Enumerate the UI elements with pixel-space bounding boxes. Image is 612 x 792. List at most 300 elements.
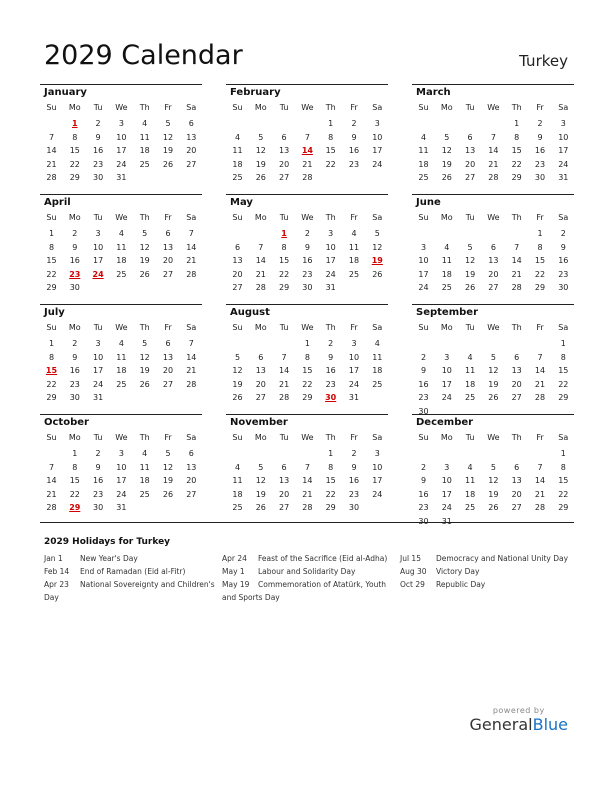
calendar-day: 11 [348, 242, 360, 252]
calendar-day: 19 [441, 159, 452, 169]
calendar-day: 18 [418, 159, 429, 169]
holiday-date-label: Apr 23 [44, 580, 69, 589]
weekday-header: Sa [372, 103, 383, 112]
calendar-day: 6 [514, 352, 520, 362]
calendar-day: 10 [372, 132, 383, 142]
weekday-header: Su [418, 323, 429, 332]
calendar-day: 26 [255, 503, 266, 512]
holidays-divider [40, 522, 574, 523]
calendar-day: 21 [534, 489, 546, 499]
month-name: June [416, 197, 441, 208]
calendar-day: 28 [302, 503, 313, 512]
calendar-day: 17 [418, 269, 429, 279]
holiday-date: 1 [281, 229, 287, 238]
calendar-day: 26 [465, 283, 476, 292]
weekday-header: Tu [93, 213, 103, 222]
calendar-day: 25 [465, 503, 476, 512]
calendar-day: 8 [72, 132, 78, 142]
calendar-day: 7 [258, 242, 264, 252]
weekday-header: Mo [254, 323, 267, 332]
calendar-day: 9 [304, 242, 310, 252]
calendar-day: 14 [534, 366, 546, 375]
weekday-header: Th [325, 433, 336, 442]
calendar-day: 16 [534, 146, 546, 155]
calendar-day: 26 [162, 489, 174, 499]
calendar-day: 29 [69, 173, 80, 182]
holiday-item [400, 578, 575, 591]
holiday-date-label: Oct 29 [400, 580, 425, 589]
holiday-name: New Year's Day [80, 554, 138, 563]
holiday-name: Victory Day [436, 567, 480, 576]
weekday-header: Mo [68, 323, 81, 332]
holiday-date-label: May 19 [222, 580, 250, 589]
calendar-day: 31 [116, 503, 127, 512]
holiday-item [44, 565, 219, 578]
calendar-day: 19 [139, 366, 150, 375]
calendar-day: 13 [255, 366, 266, 375]
weekday-header: Sa [186, 103, 197, 112]
calendar-day: 28 [534, 503, 546, 512]
calendar-day: 12 [372, 242, 383, 252]
calendar-day: 2 [72, 229, 78, 238]
calendar-day: 24 [116, 159, 127, 169]
calendar-day: 20 [255, 379, 266, 389]
calendar-day: 3 [374, 449, 380, 458]
weekday-header: Th [511, 323, 522, 332]
calendar-day: 29 [325, 503, 336, 512]
calendar-day: 5 [165, 119, 171, 128]
calendar-day: 19 [488, 379, 499, 389]
holiday-date: 29 [69, 503, 81, 512]
calendar-day: 21 [302, 159, 313, 169]
calendar-day: 20 [488, 269, 499, 279]
calendar-day: 26 [488, 393, 499, 402]
calendar-day: 10 [558, 132, 569, 142]
holiday-name: End of Ramadan (Eid al-Fitr) [80, 567, 186, 576]
weekday-header: Tu [465, 213, 475, 222]
calendar-day: 25 [116, 269, 127, 279]
calendar-day: 20 [186, 476, 197, 485]
calendar-day: 5 [374, 229, 380, 238]
calendar-day: 18 [232, 159, 243, 169]
calendar-day: 16 [302, 256, 313, 265]
month-name: October [44, 417, 89, 428]
calendar-day: 8 [48, 242, 55, 252]
calendar-day: 25 [139, 159, 150, 169]
calendar-day: 21 [511, 269, 522, 279]
calendar-day: 12 [441, 146, 452, 155]
calendar-day: 14 [46, 146, 57, 155]
calendar-day: 24 [558, 159, 569, 169]
calendar-day: 8 [537, 242, 543, 252]
calendar-day: 1 [304, 339, 310, 348]
calendar-day: 3 [118, 119, 124, 128]
calendar-day: 29 [534, 283, 546, 292]
calendar-day: 11 [139, 132, 150, 142]
calendar-day: 20 [186, 146, 197, 155]
weekday-header: Sa [372, 213, 383, 222]
calendar-day: 31 [441, 516, 452, 526]
calendar-day: 6 [281, 462, 287, 472]
calendar-day: 10 [93, 242, 104, 252]
holiday-name: Commemoration of Atatürk, Youth and Sports Day [222, 580, 387, 602]
calendar-day: 3 [444, 352, 450, 362]
calendar-day: 2 [95, 119, 101, 128]
calendar-day: 15 [69, 146, 80, 155]
calendar-day: 4 [118, 229, 124, 238]
calendar-day: 24 [372, 489, 383, 499]
holiday-name: National Sovereignty and Children's Day [44, 580, 215, 602]
weekday-header: Fr [536, 323, 544, 332]
calendar-day: 2 [537, 119, 543, 128]
calendar-day: 27 [162, 269, 174, 279]
calendar-day: 10 [93, 352, 104, 362]
calendar-day: 31 [325, 283, 336, 292]
calendar-day: 4 [234, 132, 241, 142]
weekday-header: Fr [536, 213, 544, 222]
month-name: January [44, 87, 87, 98]
calendar-day: 20 [511, 489, 522, 499]
month-divider [40, 84, 202, 85]
calendar-day: 9 [72, 352, 78, 362]
calendar-day: 20 [232, 269, 243, 279]
calendar-day: 9 [560, 242, 566, 252]
calendar-day: 19 [255, 489, 266, 499]
calendar-day: 1 [328, 449, 334, 458]
weekday-header: We [115, 103, 128, 112]
calendar-day: 29 [511, 173, 522, 182]
calendar-day: 24 [418, 283, 429, 292]
calendar-day: 13 [279, 476, 290, 485]
weekday-header: Fr [536, 103, 544, 112]
calendar-day: 11 [116, 352, 127, 362]
calendar-day: 4 [351, 229, 357, 238]
calendar-day: 27 [232, 283, 243, 292]
calendar-day: 12 [139, 242, 150, 252]
calendar-day: 4 [374, 339, 380, 348]
weekday-header: Sa [186, 213, 197, 222]
calendar-day: 14 [511, 256, 522, 265]
holidays-column [222, 552, 397, 604]
holiday-name: Republic Day [436, 580, 486, 589]
calendar-day: 9 [351, 462, 357, 472]
weekday-header: Sa [558, 433, 569, 442]
calendar-day: 1 [537, 229, 543, 238]
calendar-day: 25 [441, 283, 452, 292]
holiday-item [222, 552, 397, 565]
calendar-day: 26 [372, 269, 383, 279]
calendar-day: 27 [488, 283, 499, 292]
calendar-day: 19 [465, 269, 476, 279]
month-name: April [44, 197, 71, 208]
calendar-day: 14 [186, 352, 197, 362]
calendar-day: 16 [348, 146, 360, 155]
weekday-header: Su [232, 323, 243, 332]
weekday-header: We [487, 433, 500, 442]
holiday-item [44, 578, 219, 604]
weekday-header: Mo [254, 213, 267, 222]
calendar-day: 28 [279, 393, 290, 402]
calendar-day: 12 [488, 366, 499, 375]
calendar-day: 21 [186, 366, 197, 375]
calendar-day: 7 [48, 462, 55, 472]
calendar-day: 23 [325, 379, 336, 389]
calendar-day: 23 [302, 269, 313, 279]
calendar-day: 22 [511, 159, 522, 169]
weekday-header: Th [511, 433, 522, 442]
weekday-header: Fr [164, 103, 172, 112]
calendar-day: 9 [420, 476, 427, 485]
calendar-day: 13 [511, 366, 522, 375]
calendar-day: 14 [488, 146, 499, 155]
weekday-header: Th [139, 103, 150, 112]
calendar-day: 18 [116, 366, 127, 375]
calendar-day: 3 [420, 242, 427, 252]
calendar-day: 7 [537, 462, 543, 472]
calendar-day: 25 [372, 379, 383, 389]
calendar-day: 2 [72, 339, 78, 348]
calendar-day: 27 [186, 159, 197, 169]
calendar-day: 27 [162, 379, 174, 389]
calendar-day: 1 [560, 339, 566, 348]
month-divider [412, 84, 574, 85]
weekday-header: Su [418, 433, 429, 442]
calendar-day: 29 [302, 393, 313, 402]
calendar-day: 15 [325, 476, 336, 485]
weekday-header: Tu [279, 323, 289, 332]
calendar-day: 3 [374, 119, 380, 128]
holiday-date-label: Jul 15 [400, 554, 421, 563]
calendar-day: 5 [490, 462, 496, 472]
holidays-title: 2029 Holidays for Turkey [44, 537, 171, 547]
calendar-day: 24 [325, 269, 336, 279]
weekday-header: Sa [372, 323, 383, 332]
calendar-day: 3 [351, 339, 357, 348]
calendar-day: 23 [69, 379, 80, 389]
calendar-day: 2 [560, 229, 566, 238]
calendar-day: 5 [444, 132, 450, 142]
weekday-header: We [115, 433, 128, 442]
weekday-header: Su [46, 103, 57, 112]
calendar-day: 28 [534, 393, 546, 402]
calendar-day: 3 [328, 229, 334, 238]
month-name: July [44, 307, 65, 318]
calendar-day: 13 [511, 476, 522, 485]
calendar-day: 2 [328, 339, 334, 348]
holiday-date-label: Jan 1 [44, 554, 63, 563]
calendar-day: 15 [511, 146, 522, 155]
calendar-day: 25 [465, 393, 476, 402]
calendar-day: 2 [95, 449, 101, 458]
calendar-day: 3 [95, 339, 101, 348]
calendar-day: 19 [232, 379, 243, 389]
weekday-header: Sa [372, 433, 383, 442]
calendar-day: 13 [465, 146, 476, 155]
calendar-day: 4 [420, 132, 427, 142]
weekday-header: Tu [465, 433, 475, 442]
calendar-day: 27 [186, 489, 197, 499]
calendar-day: 13 [186, 132, 197, 142]
weekday-header: Sa [186, 433, 197, 442]
calendar-day: 17 [372, 146, 383, 155]
calendar-day: 31 [116, 173, 127, 182]
calendar-day: 11 [441, 256, 452, 265]
weekday-header: We [301, 103, 314, 112]
calendar-day: 7 [281, 352, 287, 362]
month-divider [226, 194, 388, 195]
calendar-day: 21 [46, 489, 57, 499]
calendar-day: 28 [46, 503, 57, 512]
calendar-day: 11 [232, 476, 243, 485]
calendar-day: 25 [232, 503, 243, 512]
brand-name [470, 715, 568, 734]
month-name: August [230, 307, 270, 318]
calendar-day: 18 [116, 256, 127, 265]
calendar-day: 22 [46, 269, 57, 279]
calendar-day: 14 [46, 476, 57, 485]
calendar-day: 7 [537, 352, 543, 362]
calendar-day: 29 [46, 283, 57, 292]
calendar-day: 23 [418, 393, 429, 402]
month-name: May [230, 197, 253, 208]
calendar-day: 7 [490, 132, 496, 142]
brand-logo [470, 706, 568, 734]
calendar-day: 12 [465, 256, 476, 265]
calendar-day: 10 [325, 242, 336, 252]
calendar-day: 29 [279, 283, 290, 292]
powered-by-label: powered by [492, 706, 545, 715]
calendar-day: 19 [162, 146, 174, 155]
weekday-header: Tu [93, 323, 103, 332]
weekday-header: We [301, 213, 314, 222]
month-divider [40, 304, 202, 305]
calendar-day: 1 [72, 449, 78, 458]
calendar-day: 14 [534, 476, 546, 485]
calendar-day: 2 [304, 229, 310, 238]
calendar-day: 28 [302, 173, 313, 182]
calendar-day: 17 [93, 366, 104, 375]
calendar-day: 16 [418, 489, 429, 499]
calendar-day: 25 [116, 379, 127, 389]
weekday-header: Th [325, 103, 336, 112]
holiday-date: 15 [45, 366, 58, 375]
calendar-day: 1 [560, 449, 566, 458]
weekday-header: Fr [164, 433, 172, 442]
month-divider [412, 194, 574, 195]
weekday-header: Mo [440, 433, 453, 442]
calendar-day: 19 [139, 256, 150, 265]
country-label: Turkey [519, 52, 568, 70]
calendar-day: 20 [279, 159, 290, 169]
calendar-day: 28 [186, 269, 197, 279]
calendar-day: 25 [418, 173, 429, 182]
calendar-day: 28 [46, 173, 57, 182]
holidays-column [44, 552, 219, 604]
calendar-day: 6 [490, 242, 496, 252]
month-divider [226, 304, 388, 305]
calendar-day: 6 [165, 339, 171, 348]
calendar-day: 5 [142, 229, 148, 238]
calendar-day: 23 [93, 159, 104, 169]
calendar-day: 3 [444, 462, 450, 472]
calendar-day: 10 [348, 352, 360, 362]
holiday-date: 19 [371, 256, 383, 265]
calendar-day: 26 [441, 173, 452, 182]
weekday-header: We [487, 323, 500, 332]
calendar-day: 4 [142, 119, 148, 128]
calendar-day: 27 [511, 393, 522, 402]
calendar-day: 8 [72, 462, 78, 472]
calendar-day: 9 [72, 242, 78, 252]
weekday-header: We [487, 213, 500, 222]
calendar-day: 10 [441, 476, 452, 485]
calendar-day: 9 [351, 132, 357, 142]
calendar-day: 30 [93, 503, 104, 512]
calendar-day: 8 [328, 132, 334, 142]
calendar-day: 13 [162, 352, 174, 362]
calendar-day: 25 [139, 489, 150, 499]
holiday-date: 1 [72, 119, 78, 128]
weekday-header: We [487, 103, 500, 112]
calendar-day: 13 [279, 146, 290, 155]
calendar-day: 22 [558, 379, 569, 389]
brand-name-blue: Blue [532, 715, 568, 734]
calendar-day: 1 [48, 339, 55, 348]
calendar-day: 12 [162, 132, 174, 142]
calendar-day: 5 [142, 339, 148, 348]
calendar-day: 24 [93, 379, 104, 389]
calendar-day: 17 [372, 476, 383, 485]
calendar-day: 23 [348, 159, 360, 169]
calendar-day: 26 [162, 159, 174, 169]
calendar-day: 31 [558, 173, 569, 182]
holiday-item [400, 565, 575, 578]
calendar-day: 8 [514, 132, 520, 142]
weekday-header: We [115, 213, 128, 222]
calendar-day: 10 [418, 256, 429, 265]
calendar-day: 26 [255, 173, 266, 182]
holiday-date: 14 [301, 146, 313, 155]
calendar-day: 4 [467, 462, 473, 472]
calendar-day: 24 [441, 503, 452, 512]
calendar-day: 8 [560, 462, 566, 472]
calendar-day: 18 [139, 476, 150, 485]
calendar-day: 26 [232, 393, 243, 402]
calendar-day: 30 [69, 283, 80, 292]
weekday-header: Fr [350, 433, 358, 442]
calendar-day: 2 [420, 352, 427, 362]
holiday-item [44, 552, 219, 565]
calendar-day: 2 [351, 119, 357, 128]
calendar-day: 24 [372, 159, 383, 169]
calendar-day: 6 [281, 132, 287, 142]
calendar-day: 16 [93, 146, 104, 155]
calendar-day: 8 [48, 352, 55, 362]
calendar-day: 24 [441, 393, 452, 402]
calendar-day: 27 [255, 393, 266, 402]
holiday-date: 30 [325, 393, 337, 402]
calendar-day: 5 [258, 132, 264, 142]
calendar-day: 17 [116, 476, 127, 485]
calendar-day: 14 [255, 256, 266, 265]
weekday-header: Mo [68, 213, 81, 222]
weekday-header: Sa [558, 323, 569, 332]
calendar-day: 12 [162, 462, 174, 472]
calendar-day: 16 [93, 476, 104, 485]
weekday-header: Su [46, 433, 57, 442]
weekday-header: Th [511, 103, 522, 112]
calendar-day: 10 [372, 462, 383, 472]
